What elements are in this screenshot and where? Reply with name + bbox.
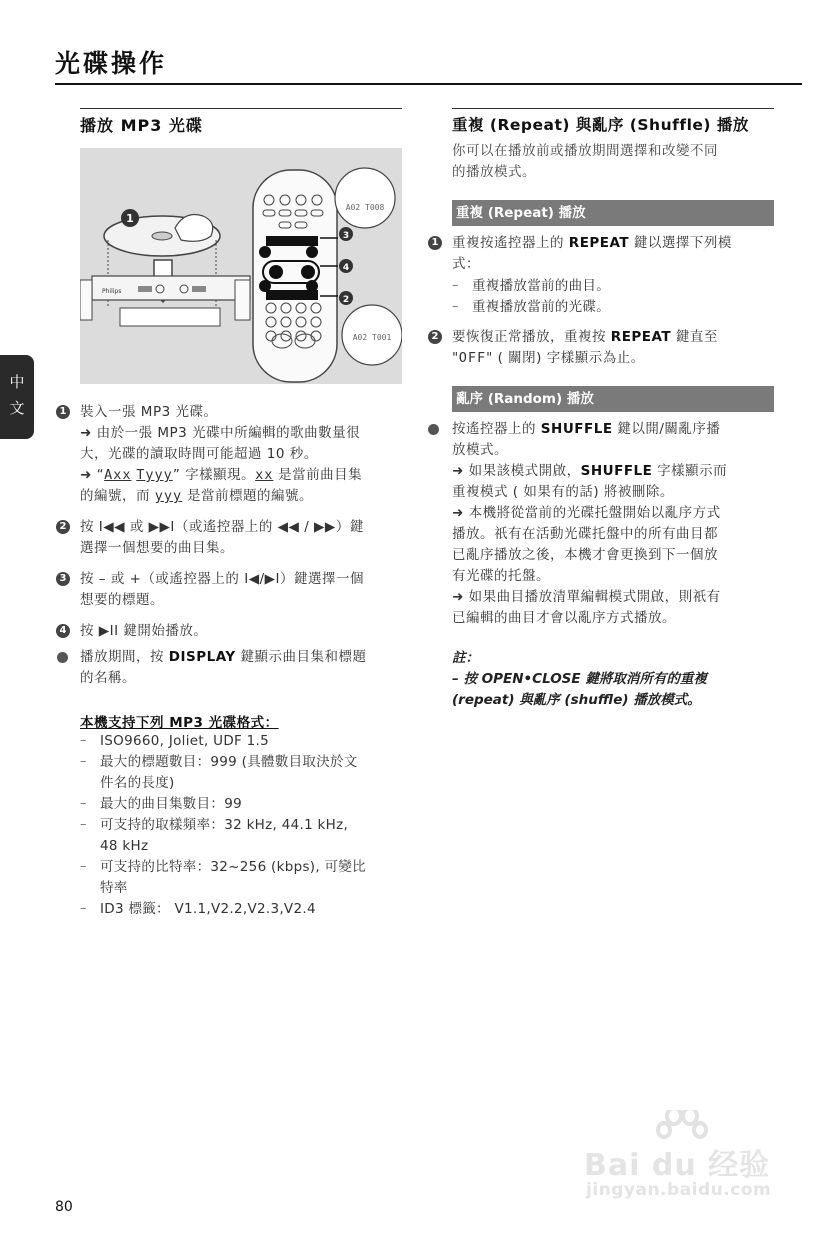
right-intro [452, 141, 774, 183]
step-1-number: 的編號，而 [80, 488, 155, 504]
shuffle-suffix: 鍵以開/關亂序播 [612, 421, 721, 437]
format-item-6: ID3 標籤： V1.1,V2.2,V2.3,V2.4 [100, 901, 316, 917]
speaker-right [235, 280, 250, 320]
title-rule [55, 83, 802, 85]
left-heading: 播放 MP3 光碟 [80, 116, 203, 135]
repeat-step-2-text [452, 327, 774, 369]
format-item-5-cont: 特率 [100, 880, 128, 896]
step-3-text [80, 569, 402, 611]
step-3-line-2: 想要的標題。 [80, 592, 164, 608]
shuffle-on-suffix: 字樣顯示而 [652, 463, 728, 479]
display-key: DISPLAY [168, 649, 236, 665]
repeat-band: 重複 (Repeat) 播放 [452, 200, 774, 226]
note-label: 註： [452, 650, 479, 666]
formats-heading: 本機支持下列 MP3 光碟格式： [80, 715, 279, 731]
random-line-2: 放模式。 [452, 442, 508, 458]
lcd-bubble-top [335, 168, 395, 228]
repeat-dash-2: – [452, 299, 459, 314]
random-bullet [428, 424, 439, 435]
lcd-tyyy: Tyyy [136, 467, 173, 483]
resume-key: REPEAT [610, 329, 672, 345]
format-dash-1: – [80, 733, 87, 748]
repeat-step-1-marker: 1 [428, 236, 442, 250]
format-dash-5: – [80, 859, 87, 874]
disc-tray [120, 308, 220, 326]
step-1-arrow: ➜ “ [80, 467, 105, 483]
display-line-2: 的名稱。 [80, 670, 136, 686]
display-prefix: 播放期間，按 [80, 649, 169, 665]
unit-button-b [192, 286, 206, 292]
format-item-2: 最大的標題數目：999 (具體數目取決於文 [100, 754, 358, 770]
left-section-rule [80, 108, 402, 109]
repeat-step-2-marker: 2 [428, 330, 442, 344]
format-dash-6: – [80, 901, 87, 916]
step-1-current-album: 是當前曲目集 [273, 467, 363, 483]
step-1-line-1: 裝入一張 MP3 光碟。 [80, 404, 218, 420]
remote-play-pause [301, 265, 315, 279]
display-suffix: 鍵顯示曲目集和標題 [235, 649, 367, 665]
step-2-line-1: 按 I◀◀ 或 ▶▶I（或遙控器上的 ◀◀ / ▶▶）鍵 [80, 519, 364, 535]
random-line-4: 重複模式 ( 如果有的話) 將被刪除。 [452, 484, 674, 500]
step-2-text [80, 517, 402, 559]
step-1-line-3: 大，光碟的讀取時間可能超過 10 秒。 [80, 446, 318, 462]
lcd-xx: xx [255, 467, 274, 483]
display-line-1 [80, 647, 402, 668]
right-section-rule [452, 108, 774, 109]
repeat-key: REPEAT [568, 235, 630, 251]
side-tab-char-1: 中 [9, 373, 25, 391]
random-line-10: 已編輯的曲目才會以亂序方式播放。 [452, 610, 676, 626]
repeat-prefix: 重複按遙控器上的 [452, 235, 569, 251]
page-number: 80 [55, 1199, 73, 1215]
watermark [582, 1110, 782, 1200]
side-tab-char-2: 文 [9, 399, 25, 417]
shuffle-prefix: 按遙控器上的 [452, 421, 541, 437]
resume-prefix: 要恢復正常播放，重複按 [452, 329, 611, 345]
resume-suffix: 鍵直至 [671, 329, 718, 345]
callout-4-label: 4 [342, 263, 350, 273]
step-4-text: 按 ▶II 鍵開始播放。 [80, 623, 208, 639]
disc-hole [152, 232, 172, 240]
right-intro-line-1: 你可以在播放前或播放期間選擇和改變不同 [452, 143, 718, 159]
step-2-line-2: 選擇一個想要的曲目集。 [80, 540, 234, 556]
shuffle-key: SHUFFLE [540, 421, 613, 437]
lcd-top-text: A02 T008 [345, 203, 385, 212]
random-line-9: ➜ 如果曲目播放清單編輯模式開啟，則祇有 [452, 589, 721, 605]
remote-control [253, 170, 337, 382]
remote-stop [269, 265, 283, 279]
repeat-option-disc: 重複播放當前的光碟。 [472, 299, 610, 315]
repeat-suffix: 鍵以選擇下列模 [629, 235, 732, 251]
random-line-5: ➜ 本機將從當前的光碟托盤開始以亂序方式 [452, 505, 721, 521]
player-illustration-svg [80, 148, 402, 384]
page-title: 光碟操作 [55, 49, 168, 78]
watermark-url: jingyan.baidu.com [586, 1180, 772, 1200]
lcd-off: OFF [458, 350, 487, 366]
step-1-current-title: 是當前標題的編號。 [182, 488, 313, 504]
repeat-step-1-line-2: 式： [452, 256, 480, 272]
lcd-bottom-text: A02 T001 [352, 333, 392, 342]
lcd-yyy: yyy [154, 488, 183, 504]
lcd-axx: Axx [104, 467, 132, 483]
brand-label: Philips [102, 288, 122, 295]
note-line-2: (repeat) 與亂序 (shuffle) 播放模式。 [452, 692, 701, 708]
repeat-dash-1: – [452, 278, 459, 293]
repeat-step-2-line-1 [452, 327, 774, 348]
shuffle-on-prefix: ➜ 如果該模式開啟， [452, 463, 581, 479]
step-1-line-4 [80, 465, 402, 486]
callout-2-label: 2 [342, 295, 350, 305]
random-text [452, 419, 774, 629]
repeat-step-1-line-1 [452, 233, 774, 254]
format-item-5: 可支持的比特率：32~256 (kbps), 可變比 [100, 859, 366, 875]
watermark-brand: Bai du 经验 [584, 1148, 771, 1183]
step-1-appears: ” 字樣顯現。 [172, 467, 256, 483]
step-4-marker: 4 [56, 624, 70, 638]
random-line-8: 有光碟的托盤。 [452, 568, 550, 584]
step-1-line-5 [80, 486, 402, 507]
remote-next [306, 246, 318, 258]
random-line-6: 播放。祇有在活動光碟托盤中的所有曲目都 [452, 526, 718, 542]
right-intro-line-2: 的播放模式。 [452, 164, 536, 180]
shuffle-indicator: SHUFFLE [580, 463, 653, 479]
speaker-left [80, 280, 92, 320]
step-3-line-1: 按 – 或 +（或遙控器上的 I◀/▶I）鍵選擇一個 [80, 571, 365, 587]
step-2-marker: 2 [56, 520, 70, 534]
format-item-3: 最大的曲目集數目：99 [100, 796, 242, 812]
right-heading: 重複 (Repeat) 與亂序 (Shuffle) 播放 [452, 116, 749, 134]
format-item-1: ISO9660, Joliet, UDF 1.5 [100, 733, 270, 749]
format-item-4-cont: 48 kHz [100, 838, 149, 854]
random-line-7: 已亂序播放之後，本機才會更換到下一個放 [452, 547, 718, 563]
step-3-marker: 3 [56, 572, 70, 586]
format-dash-2: – [80, 754, 87, 769]
unit-button-a [138, 286, 152, 292]
player-illustration [80, 148, 402, 384]
display-text [80, 647, 402, 689]
step-1-marker: 1 [56, 405, 70, 419]
format-dash-3: – [80, 796, 87, 811]
quote-open: " [452, 350, 459, 366]
language-side-tab [0, 355, 34, 439]
step-1-text [80, 402, 402, 507]
note-line-1: – 按 OPEN•CLOSE 鍵將取消所有的重複 [452, 671, 707, 687]
random-line-3 [452, 461, 774, 482]
repeat-option-track: 重複播放當前的曲目。 [472, 278, 610, 294]
random-line-1 [452, 419, 774, 440]
callout-3-label: 3 [342, 231, 350, 241]
off-suffix: " ( 關閉) 字樣顯示為止。 [486, 350, 645, 366]
repeat-step-2-line-2 [452, 348, 774, 369]
remote-top-bar [266, 236, 318, 246]
random-band: 亂序 (Random) 播放 [452, 386, 774, 412]
remote-prev [259, 246, 271, 258]
note-block [452, 648, 774, 711]
format-item-2-cont: 件名的長度) [100, 775, 175, 791]
remote-bottom-bar [266, 290, 318, 300]
format-dash-4: – [80, 817, 87, 832]
display-bullet [57, 652, 68, 663]
callout-1-label: 1 [126, 212, 134, 225]
format-item-4: 可支持的取樣頻率：32 kHz, 44.1 kHz, [100, 817, 349, 833]
step-1-line-2: ➜ 由於一張 MP3 光碟中所編輯的歌曲數量很 [80, 425, 361, 441]
repeat-step-1-text [452, 233, 774, 275]
